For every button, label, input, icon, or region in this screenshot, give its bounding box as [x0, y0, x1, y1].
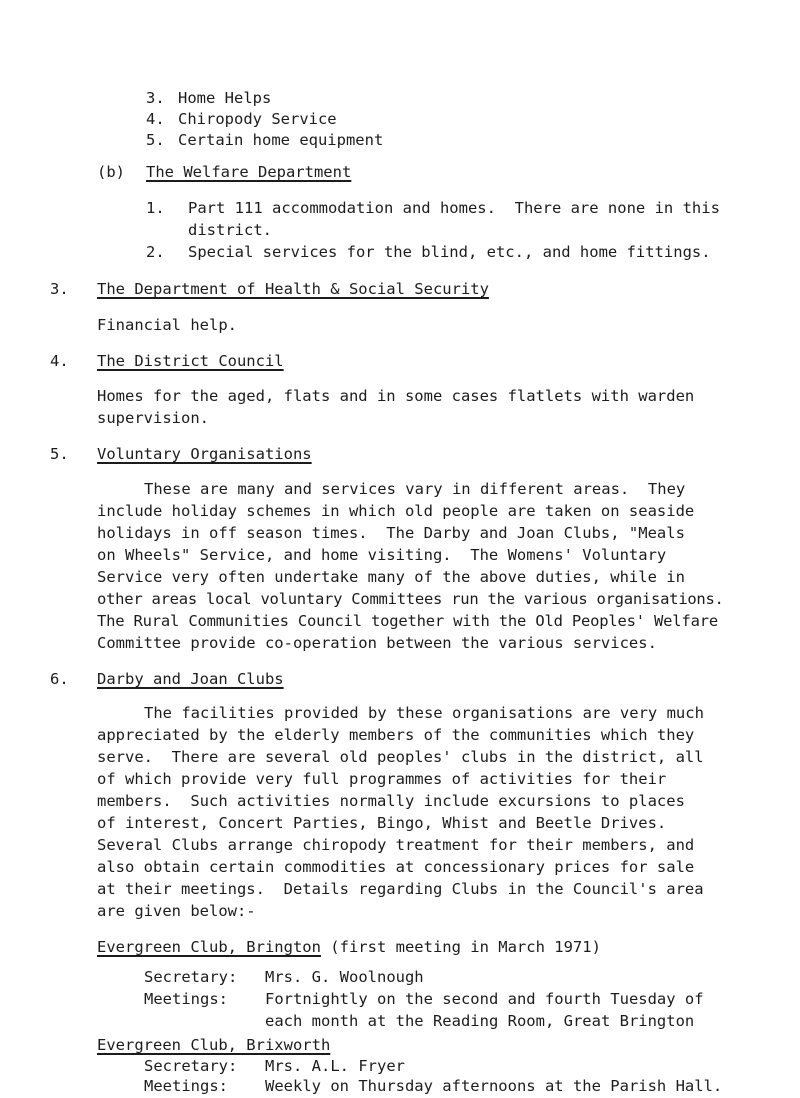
item-home-equipment: Certain home equipment [178, 131, 384, 149]
section-body-line: Committee provide co-operation between the various services. [97, 634, 657, 652]
section-body-line: at their meetings. Details regarding Clubs in the Council's area [97, 880, 704, 898]
section-heading: Darby and Joan Clubs [97, 670, 284, 688]
welfare-item-2: Special services for the blind, etc., and home fittings. [188, 243, 711, 261]
section-heading: Voluntary Organisations [97, 445, 312, 463]
section-number: 4. [50, 352, 69, 370]
section-body-line: also obtain certain commodities at concessionary prices for sale [97, 858, 695, 876]
section-body-line: include holiday schemes in which old people are taken on seaside [97, 502, 695, 520]
section-body-line: appreciated by the elderly members of the communities which they [97, 726, 695, 744]
item-num: 4. [146, 110, 165, 128]
secretary-label: Secretary: [144, 1057, 238, 1075]
club-note: (first meeting in March 1971) [320, 938, 601, 956]
welfare-heading: The Welfare Department [146, 163, 352, 181]
secretary-label: Secretary: [144, 968, 238, 986]
welfare-item-1: Part 111 accommodation and homes. There are none in this [188, 199, 720, 217]
section-body-line: Homes for the aged, flats and in some cases flatlets with warden [97, 387, 695, 405]
section-body-line: The facilities provided by these organisations are very much [144, 704, 704, 722]
item-home-helps: Home Helps [178, 89, 272, 107]
secretary-name: Mrs. G. Woolnough [265, 968, 424, 986]
section-body-line: members. Such activities normally include excursions to places [97, 792, 685, 810]
welfare-label: (b) [97, 163, 125, 181]
section-body-line: are given below:- [97, 902, 256, 920]
section-number: 3. [50, 280, 69, 298]
secretary-name: Mrs. A.L. Fryer [265, 1057, 405, 1075]
item-num: 1. [146, 199, 165, 217]
item-num: 3. [146, 89, 165, 107]
section-body-line: holidays in off season times. The Darby and Joan Clubs, "Meals [97, 524, 685, 542]
club-heading [97, 935, 601, 959]
item-num: 2. [146, 243, 165, 261]
club-name: Evergreen Club, Brington [97, 938, 321, 956]
club-name: Evergreen Club, Brixworth [97, 1036, 331, 1054]
meetings-detail: Weekly on Thursday afternoons at the Parish Hall. [265, 1077, 723, 1095]
section-body-line: Service very often undertake many of the above duties, while in [97, 568, 685, 586]
section-body-line: These are many and services vary in different areas. They [144, 480, 686, 498]
welfare-item-1-cont: district. [188, 221, 272, 239]
section-body-line: on Wheels" Service, and home visiting. The Womens' Voluntary [97, 546, 667, 564]
meetings-label: Meetings: [144, 1077, 228, 1095]
section-body-line: supervision. [97, 409, 209, 427]
section-body-line: of interest, Concert Parties, Bingo, Whist and Beetle Drives. [97, 814, 667, 832]
section-body-line: other areas local voluntary Committees run the various organisations. [97, 590, 724, 608]
item-num: 5. [146, 131, 165, 149]
section-body-line: serve. There are several old peoples' clubs in the district, all [97, 748, 704, 766]
meetings-label: Meetings: [144, 990, 228, 1008]
section-body-line: of which provide very full programmes of activities for their [97, 770, 667, 788]
meetings-detail: each month at the Reading Room, Great Brington [265, 1012, 695, 1030]
section-body-line: Several Clubs arrange chiropody treatment for their members, and [97, 836, 695, 854]
section-number: 6. [50, 670, 69, 688]
section-number: 5. [50, 445, 69, 463]
item-chiropody: Chiropody Service [178, 110, 337, 128]
section-heading: The Department of Health & Social Security [97, 280, 489, 298]
section-heading: The District Council [97, 352, 284, 370]
section-body: Financial help. [97, 316, 237, 334]
section-body-line: The Rural Communities Council together with the Old Peoples' Welfare [97, 612, 718, 630]
meetings-detail: Fortnightly on the second and fourth Tuesday of [265, 990, 704, 1008]
